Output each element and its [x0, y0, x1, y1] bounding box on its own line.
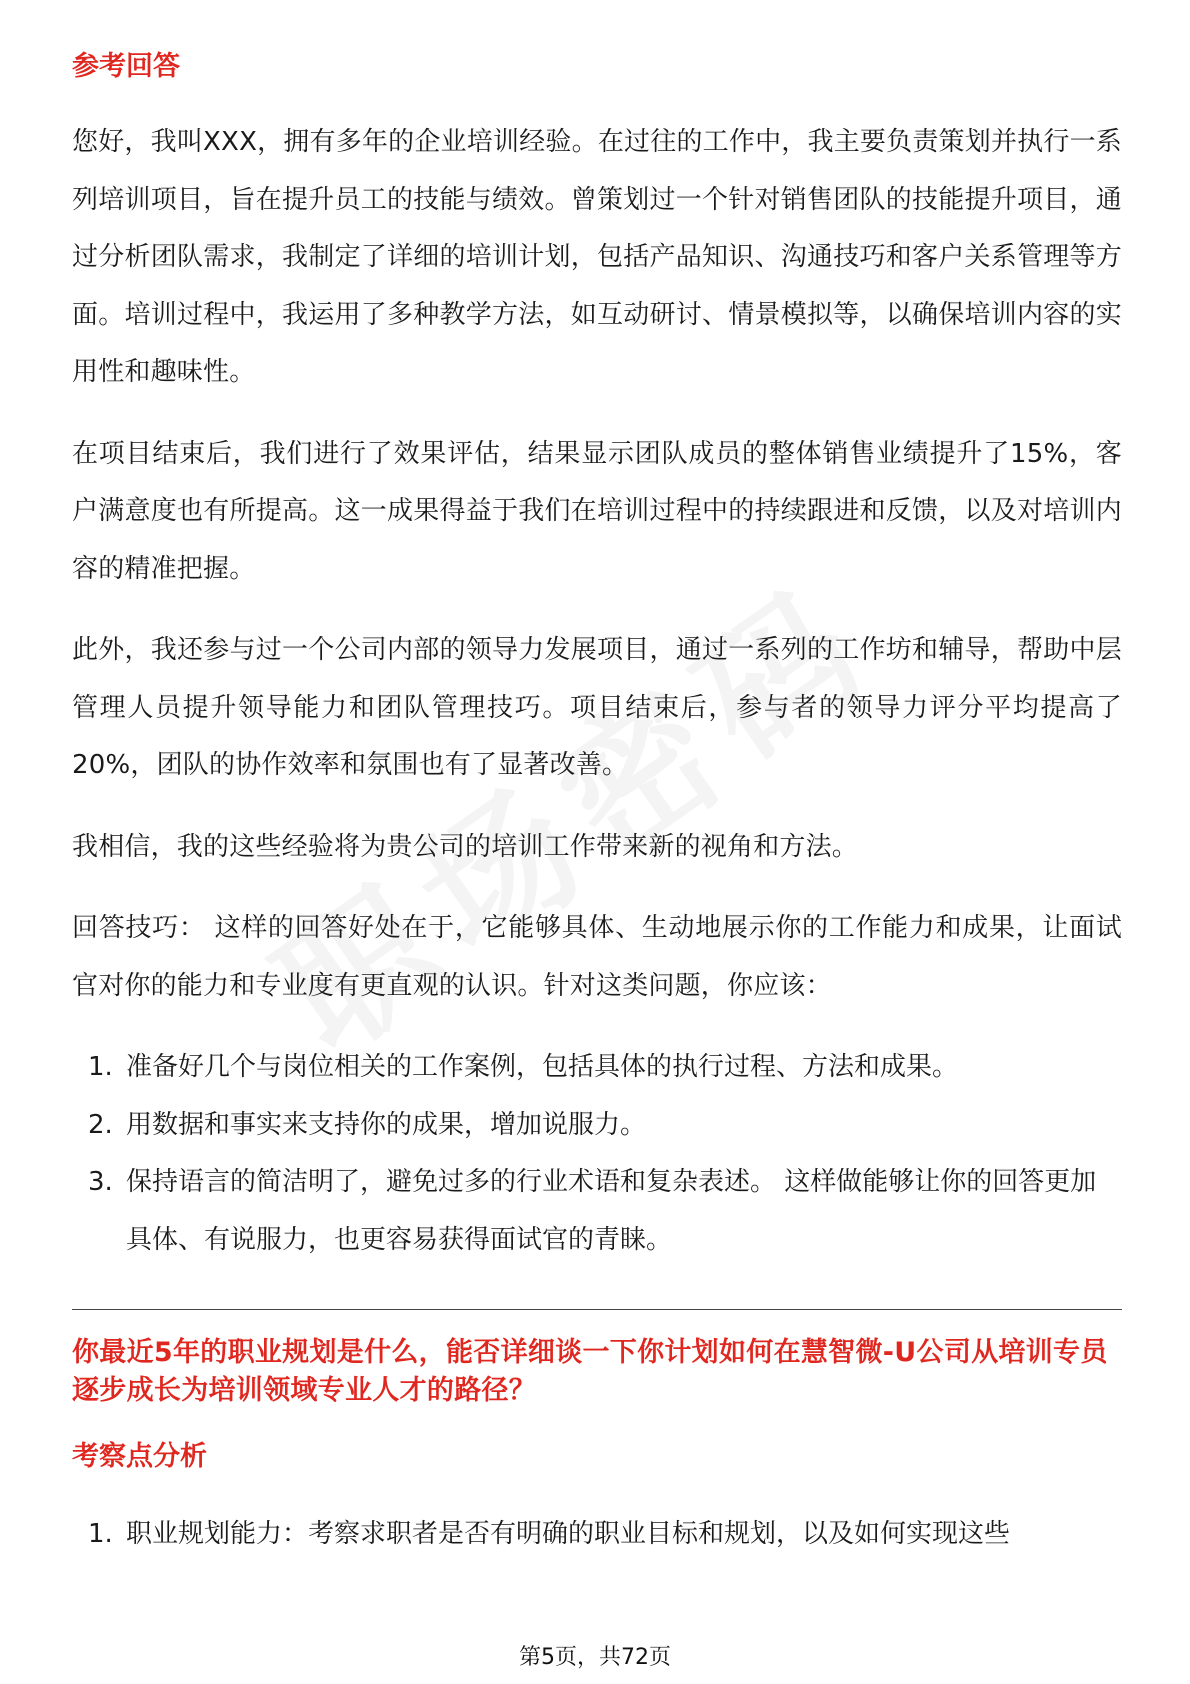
answer-paragraph-3: 此外，我还参与过一个公司内部的领导力发展项目，通过一系列的工作坊和辅导，帮助中层管理人员提升领导能力和团队管理技巧。项目结束后，参与者的领导力评分平均提高了20%，团队的协作效率和氛围也有了显著改善。 [72, 635, 1122, 780]
analysis-list [72, 1506, 1122, 1564]
answer-paragraph-4: 我相信，我的这些经验将为贵公司的培训工作带来新的视角和方法。 [72, 831, 859, 862]
answer-paragraph-2: 在项目结束后，我们进行了效果评估，结果显示团队成员的整体销售业绩提升了15%，客户满意度也有所提高。这一成果得益于我们在培训过程中的持续跟进和反馈，以及对培训内容的精准把握。 [72, 438, 1122, 584]
page-content [72, 48, 1122, 1564]
analysis-heading: 考察点分析 [72, 1441, 207, 1472]
list-item-text: 准备好几个与岗位相关的工作案例，包括具体的执行过程、方法和成果。 [126, 1052, 959, 1082]
list-item [72, 1039, 1122, 1097]
list-item-number: 2. [88, 1109, 113, 1140]
list-item-number: 1. [88, 1052, 113, 1082]
tips-list [72, 1039, 1122, 1269]
list-item [72, 1097, 1122, 1155]
list-item-text: 用数据和事实来支持你的成果，增加说服力。 [126, 1109, 647, 1140]
page-number: 第5页，共72页 [519, 1645, 671, 1670]
answer-paragraph-1: 您好，我叫XXX，拥有多年的企业培训经验。在过往的工作中，我主要负责策划并执行一系列培训项目，旨在提升员工的技能与绩效。曾策划过一个针对销售团队的技能提升项目，通过分析团队需求，我制定了详细的培训计划，包括产品知识、沟通技巧和客户关系管理等方面。培训过程中，我运用了多种教学方法，如互动研讨、情景模拟等，以确保培训内容的实用性和趣味性。 [72, 127, 1122, 387]
list-item-number: 1. [88, 1519, 113, 1549]
answer-tips-intro: 回答技巧： 这样的回答好处在于，它能够具体、生动地展示你的工作能力和成果，让面试官对你的能力和专业度有更直观的认识。针对这类问题，你应该： [72, 913, 1123, 1001]
list-item [72, 1154, 1122, 1269]
list-item-number: 3. [88, 1167, 113, 1197]
section-divider [72, 1309, 1122, 1310]
question-title: 你最近5年的职业规划是什么，能否详细谈一下你计划如何在慧智微-U公司从培训专员逐步成长为培训领域专业人才的路径？ [72, 1337, 1108, 1406]
list-item-text: 职业规划能力：考察求职者是否有明确的职业目标和规划，以及如何实现这些 [126, 1519, 1011, 1549]
list-item-text: 保持语言的简洁明了，避免过多的行业术语和复杂表述。 这样做能够让你的回答更加具体、有说服力，也更容易获得面试官的青睐。 [126, 1167, 1097, 1255]
list-item [72, 1506, 1122, 1564]
answer-heading: 参考回答 [72, 51, 180, 82]
